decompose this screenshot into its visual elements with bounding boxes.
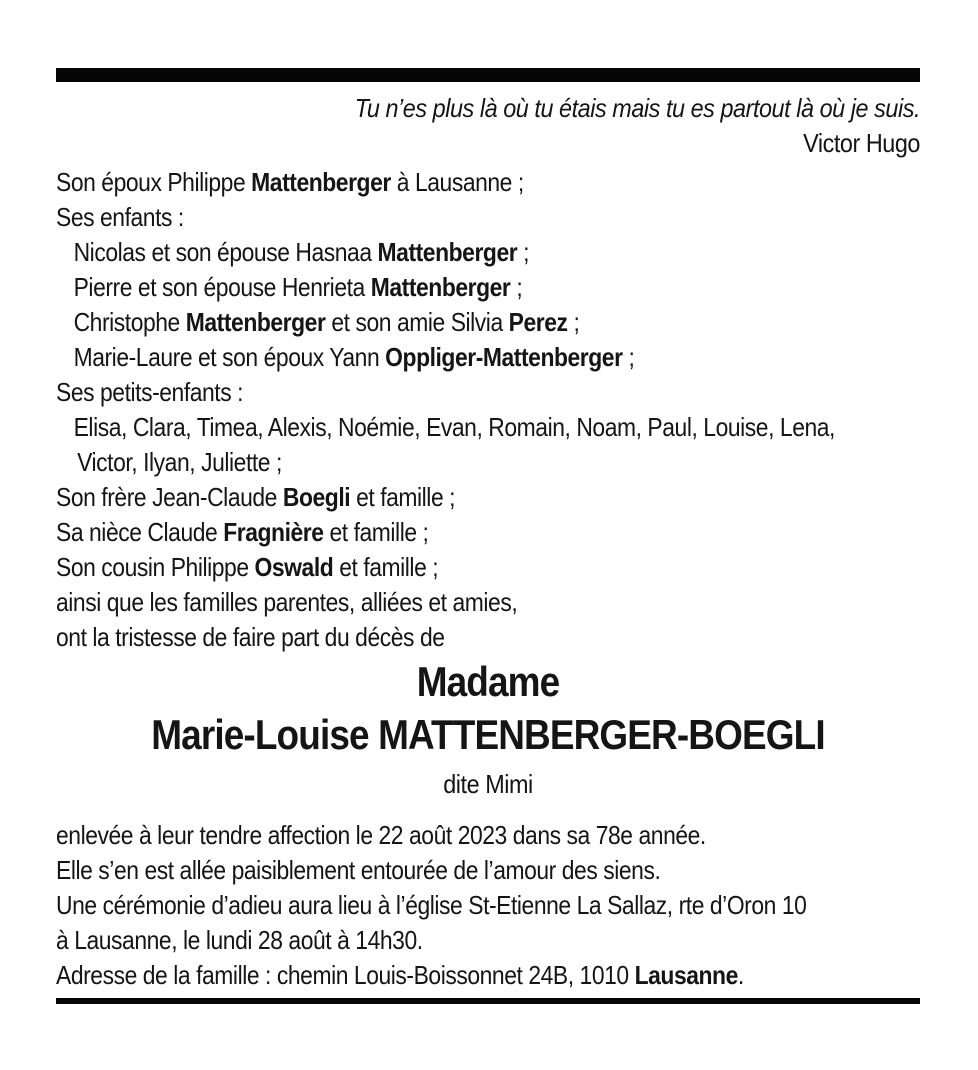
notice-line	[56, 270, 816, 305]
notice-text: à Lausanne ;	[390, 167, 524, 197]
notice-text: Elle s’en est allée paisiblement entourée de l’amour des siens.	[56, 855, 661, 885]
notice-text: à Lausanne, le lundi 28 août à 14h30.	[56, 925, 423, 955]
notice-line	[56, 235, 816, 270]
notice-text: Son époux Philippe	[56, 167, 252, 197]
notice-line	[56, 340, 816, 375]
surname-bold: Oppliger-Mattenberger	[385, 342, 623, 372]
notice-text: ;	[567, 307, 580, 337]
memorial-quote: Tu n’es plus là où tu étais mais tu es partout là où je suis.	[354, 93, 920, 123]
notice-text: ;	[622, 342, 635, 372]
notice-line	[56, 923, 816, 958]
notice-text: ;	[517, 237, 530, 267]
notice-text: Marie-Laure et son époux Yann	[73, 342, 386, 372]
family-list	[56, 165, 920, 655]
deceased-block	[56, 655, 920, 802]
notice-text: et famille ;	[323, 517, 429, 547]
notice-line	[56, 480, 816, 515]
quote-block	[56, 91, 920, 161]
quote-attribution: Victor Hugo	[803, 128, 920, 158]
notice-line	[56, 888, 816, 923]
surname-bold: Mattenberger	[377, 237, 518, 267]
surname-bold: Boegli	[282, 482, 351, 512]
notice-line	[56, 585, 816, 620]
notice-text: Adresse de la famille : chemin Louis-Boissonnet 24B, 1010	[56, 960, 635, 990]
notice-text: et famille ;	[333, 552, 439, 582]
notice-line	[56, 200, 816, 235]
notice-line	[56, 515, 816, 550]
notice-text: Nicolas et son épouse Hasnaa	[73, 237, 378, 267]
deceased-nickname: dite Mimi	[443, 769, 533, 799]
surname-bold: Mattenberger	[251, 167, 391, 197]
notice-line	[56, 853, 816, 888]
notice-line	[56, 445, 816, 480]
top-divider	[56, 68, 920, 82]
surname-bold: Mattenberger	[185, 307, 326, 337]
notice-text: enlevée à leur tendre affection le 22 août 2023 dans sa 78e année.	[56, 820, 706, 850]
surname-bold: Lausanne	[634, 960, 738, 990]
notice-text: et famille ;	[350, 482, 456, 512]
notice-text: Ses enfants :	[56, 202, 184, 232]
notice-text: Victor, Ilyan, Juliette ;	[77, 447, 282, 477]
bottom-divider	[56, 998, 920, 1004]
notice-text: Elisa, Clara, Timea, Alexis, Noémie, Evan, Romain, Noam, Paul, Louise, Lena,	[73, 412, 835, 442]
notice-text: Son frère Jean-Claude	[56, 482, 283, 512]
surname-bold: Fragnière	[223, 517, 324, 547]
notice-line	[56, 818, 816, 853]
notice-line	[56, 375, 816, 410]
notice-text: .	[737, 960, 744, 990]
notice-text: ont la tristesse de faire part du décès de	[56, 622, 445, 652]
notice-text: et son amie Silvia	[325, 307, 509, 337]
surname-bold: Oswald	[254, 552, 334, 582]
details-list	[56, 818, 920, 993]
notice-text: Son cousin Philippe	[56, 552, 255, 582]
deceased-title: Madame	[416, 658, 560, 705]
notice-text: Christophe	[73, 307, 186, 337]
notice-text: Sa nièce Claude	[56, 517, 224, 547]
notice-line	[56, 410, 835, 445]
notice-text: ;	[510, 272, 523, 302]
surname-bold: Mattenberger	[370, 272, 511, 302]
notice-line	[56, 620, 816, 655]
notice-line	[56, 165, 816, 200]
notice-text: Pierre et son épouse Henrieta	[73, 272, 371, 302]
notice-line	[56, 550, 816, 585]
notice-line	[56, 305, 816, 340]
notice-text: Une cérémonie d’adieu aura lieu à l’église St-Etienne La Sallaz, rte d’Oron 10	[56, 890, 807, 920]
notice-text: Ses petits-enfants :	[56, 377, 244, 407]
surname-bold: Perez	[508, 307, 568, 337]
notice-line	[56, 958, 816, 993]
notice-text: ainsi que les familles parentes, alliées et amies,	[56, 587, 518, 617]
deceased-name: Marie-Louise MATTENBERGER-BOEGLI	[151, 711, 825, 758]
